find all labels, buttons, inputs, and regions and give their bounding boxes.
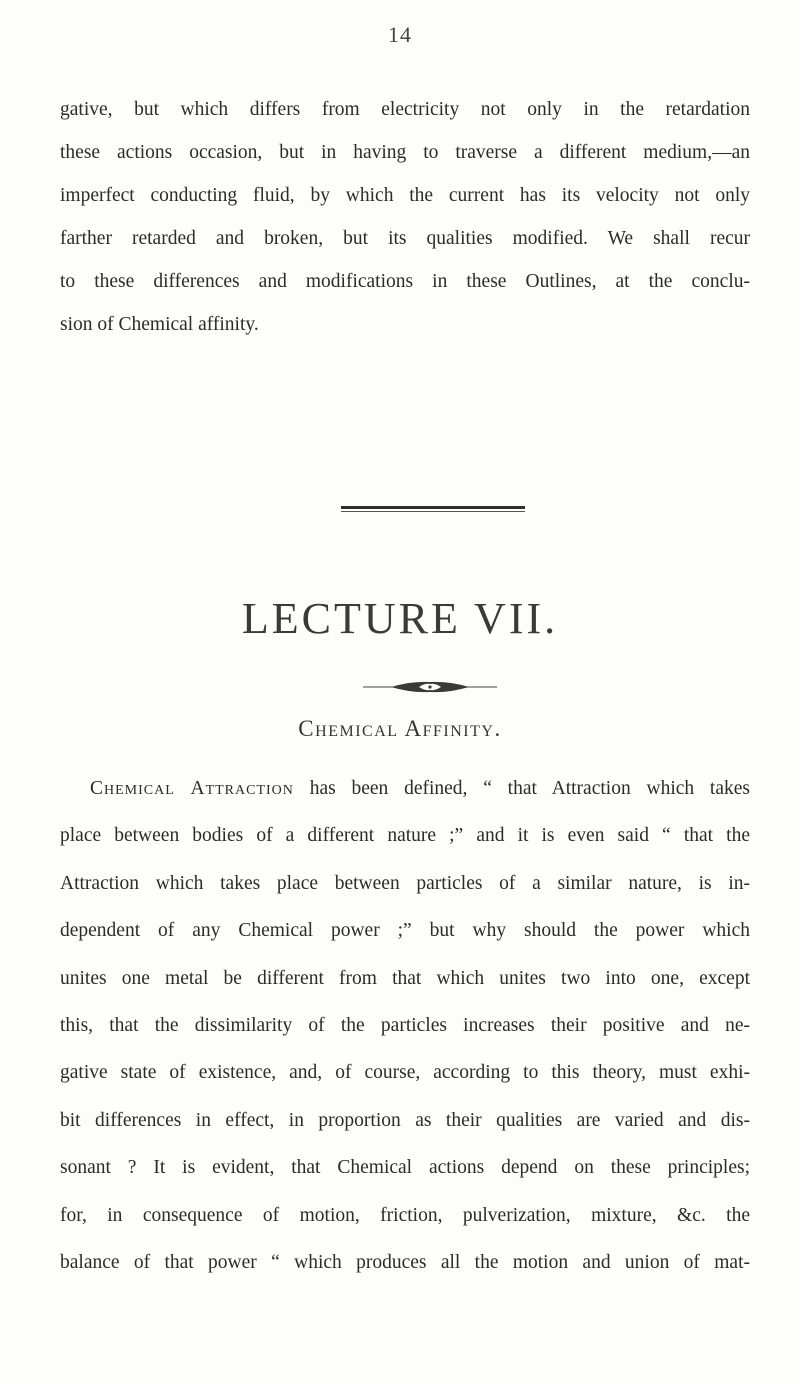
body-paragraph	[60, 765, 750, 1286]
text-line: gative, but which differs from electricity not only in the retardation	[60, 99, 750, 120]
text-line: sion of Chemical affinity.	[60, 314, 259, 335]
ornament-divider-icon	[363, 679, 497, 695]
continuation-paragraph	[60, 88, 750, 346]
text-line: farther retarded and broken, but its qualities modified. We shall recur	[60, 228, 750, 249]
page-number: 14	[388, 22, 412, 47]
text-line	[60, 765, 750, 812]
lead-in-small-caps: Chemical Attraction	[90, 778, 294, 799]
text-line: to these differences and modifications in these Outlines, at the conclu-	[60, 271, 750, 292]
text-line: place between bodies of a different nature ;” and it is even said “ that the	[60, 825, 750, 847]
text-line: these actions occasion, but in having to traverse a different medium,—an	[60, 142, 750, 163]
text-line: this, that the dissimilarity of the particles increases their positive and ne-	[60, 1015, 750, 1037]
text-line: imperfect conducting fluid, by which the current has its velocity not only	[60, 185, 750, 206]
text-line: sonant ? It is evident, that Chemical actions depend on these principles;	[60, 1157, 750, 1179]
text-line: Attraction which takes place between particles of a similar nature, is in-	[60, 872, 750, 894]
text-line: dependent of any Chemical power ;” but why should the power which	[60, 920, 750, 942]
text-line: balance of that power “ which produces all the motion and union of mat-	[60, 1252, 750, 1274]
lecture-title: LECTURE VII.	[241, 594, 559, 643]
lecture-subtitle: Chemical Affinity.	[298, 716, 502, 741]
text-line: unites one metal be different from that which unites two into one, except	[60, 967, 750, 989]
text-line: for, in consequence of motion, friction, pulverization, mixture, &c. the	[60, 1204, 750, 1226]
text-fragment: has been defined, “ that Attraction which takes	[293, 778, 751, 799]
text-line: bit differences in effect, in proportion as their qualities are varied and dis-	[60, 1109, 750, 1131]
text-line: gative state of existence, and, of course, according to this theory, must exhi-	[60, 1062, 750, 1084]
